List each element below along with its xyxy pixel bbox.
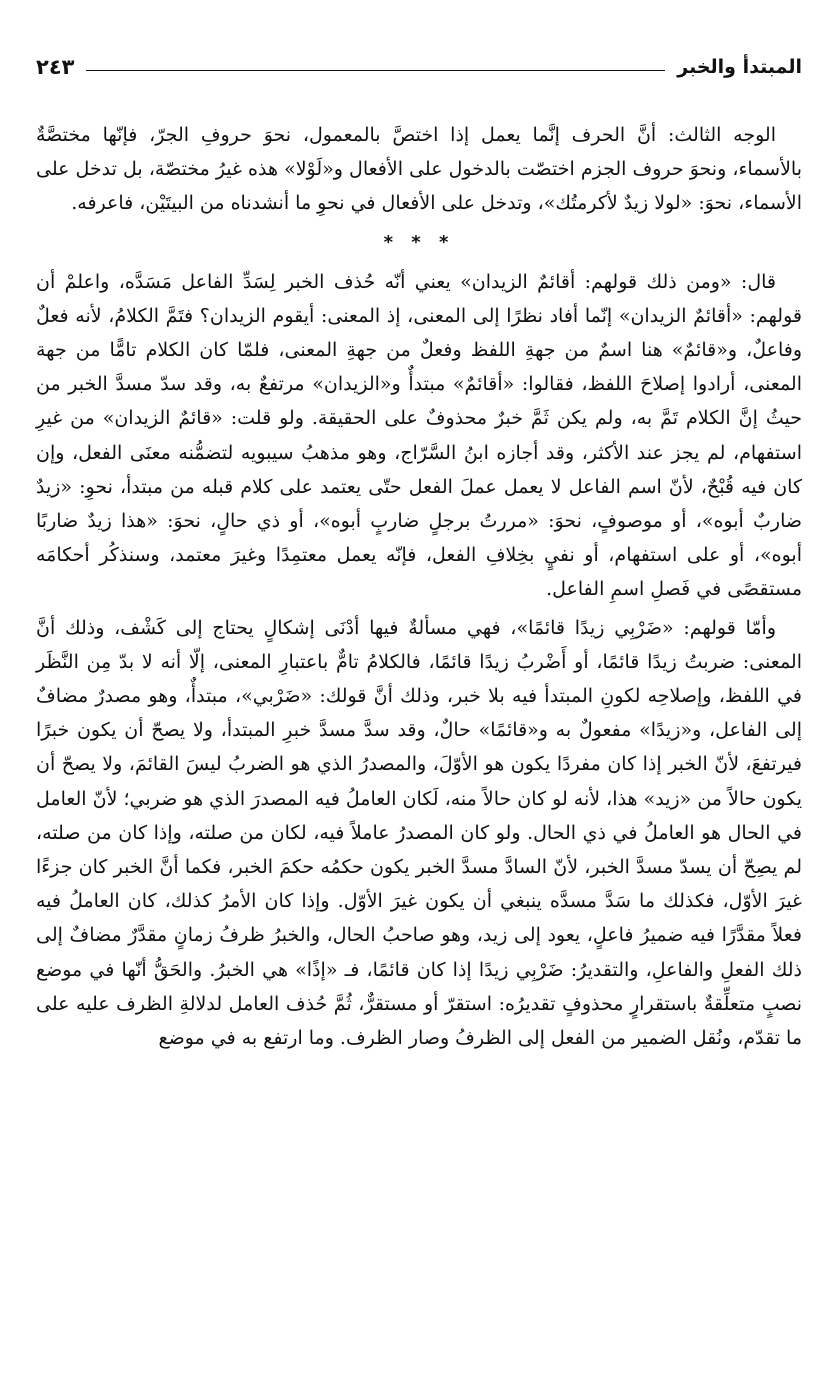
paragraph-darbi-zaydan: وأمّا قولهم: «ضَرْبِي زيدًا قائمًا»، فهي مسألةٌ فيها أدْنَى إشكالٍ يحتاج إلى كَشْف، وذلك أنَّ المعنى: ضربتُ زيدًا قائمًا، أو أَضْربُ زيدًا قائمًا، فالكلامُ تامٌّ باعتبارِ المعنى، إلّا أنه لا بدّ مِن النَّظَر في اللفظ، وإصلاحِه لكونِ المبتدأ فيه بلا خبر، وذلك أنَّ قولك: «ضَرْبي»، مبتدأٌ، وهو مصدرٌ مضافٌ إلى الفاعل، و«زيدًا» مفعولٌ به و«قائمًا» حالٌ، وقد سدَّ مسدَّ خبرِ المبتدأ، ولا يصحّ أن يكون خبرًا فيرتفعَ، لأنّ الخبر إذا كان مفردًا يكون هو الأوّلَ، والمصدرُ الذي هو الضربُ ليسَ القائمَ، ولا يصحّ أن يكون حالاً من «زيد» هذا، لأنه لو كان حالاً منه، لَكان العاملُ فيه المصدرَ الذي هو ضربي؛ لأنّ العامل في الحال هو العاملُ في ذي الحال. ولو كان المصدرُ عاملاً فيه، لكان من صلته، وإذا كان من صلته، لم يصِحّ أن يسدّ مسدَّ الخبر، لأنّ السادَّ مسدَّ الخبر يكون حكمُه حكمَ الخبر، فكما أنَّ الخبر كان جزءًا غيرَ الأوّل، فكذلك ما سَدَّ مسدَّه ينبغي أن يكون غيرَ الأوّل. وإذا كان الأمرُ كذلك، كان العاملُ فيه فعلاً مقدَّرًا فيه ضميرُ فاعلٍ، يعود إلى زيد، وهو صاحبُ الحال، والخبرُ ظرفُ زمانٍ مقدَّرٌ مضافٌ إلى ذلك الفعلِ والفاعلِ، والتقديرُ: ضَرْبِي زيدًا إذا كان قائمًا، فـ «إذًا» هي الخبرُ. والحَقُّ أنّها في موضع نصبٍ متعلِّقةٌ باستقرارٍ محذوفٍ تقديرُه: استقرّ أو مستقرٌّ، ثُمَّ حُذف العامل لدلالةِ الظرف عليه على ما تقدّم، ونُقل الضمير من الفعل إلى الظرفُ وصار الظرف. وما ارتفع به في موضع xyxy=(36,616,802,1050)
book-page xyxy=(36,52,802,1362)
running-title: المبتدأ والخبر xyxy=(677,56,802,78)
body-text xyxy=(36,118,802,1055)
page-number: ٢٤٣ xyxy=(36,55,75,79)
paragraph-aqaim-alzaydan: قال: «ومن ذلك قولهم: أقائمٌ الزيدان» يعني أنّه حُذف الخبر لِسَدِّ الفاعل مَسَدَّه، واعلمْ أن قولهم: «أقائمٌ الزيدان» إنّما أفاد نظرًا إلى المعنى، إذ المعنى: أيقوم الزيدان؟ فتَمَّ الكلامُ، لأنه فعلٌ وفاعلٌ، و«قائمٌ» هنا اسمٌ من جهةِ اللفظ وفعلٌ من جهةِ المعنى، فلمّا كان الكلام تامًّا من جهة المعنى، أرادوا إصلاحَ اللفظ، فقالوا: «أقائمٌ» مبتدأٌ و«الزيدان» مرتفعٌ به، وقد سدّ مسدَّ الخبر من حيثُ إنَّ الكلام تَمَّ به، ولم يكن ثَمَّ خبرٌ محذوفٌ على الحقيقة. ولو قلت: «قائمٌ الزيدان» من غيرِ استفهام، لم يجز عند الأكثر، وقد أجازه ابنُ السَّرّاج، وهو مذهبُ سيبويه لتضمُّنه معنَى الفعل، وإن كان فيه قُبْحٌ، لأنّ اسم الفاعل لا يعمل عملَ الفعل حتّى يعتمد على كلام قبله من مبتدأ، نحوِ: «زيدٌ ضاربٌ أبوه»، أو موصوفٍ، نحوَ: «مررتُ برجلٍ ضاربٍ أبوه»، أو ذي حالٍ، نحوَ: «هذا زيدٌ ضاربًا أبوه»، أو على استفهام، أو نفيٍ بخِلافِ الفعل، فإنّه يعمل معتمِدًا وغيرَ معتمد، وسنذكُر أحكامَه مستقصًى في فَصلِ اسمِ الفاعل. xyxy=(36,270,802,601)
running-header xyxy=(36,52,802,82)
paragraph-third-aspect: الوجه الثالث: أنَّ الحرف إنَّما يعمل إذا اختصَّ بالمعمول، نحوَ حروفِ الجرّ، فإنّها مختصَّةٌ بالأسماء، ونحوَ حروف الجزم اختصّت بالدخول على الأفعال و«لَوْلا» هذه غيرُ مختصّة، بل تدخل على الأسماء، نحوَ: «لولا زيدٌ لأكرمتُك»، وتدخل على الأفعال في نحوِ ما أنشدناه من البيتَيْن، فاعرفه. xyxy=(36,124,802,215)
section-separator: * * * xyxy=(383,231,455,253)
header-rule xyxy=(86,70,665,71)
